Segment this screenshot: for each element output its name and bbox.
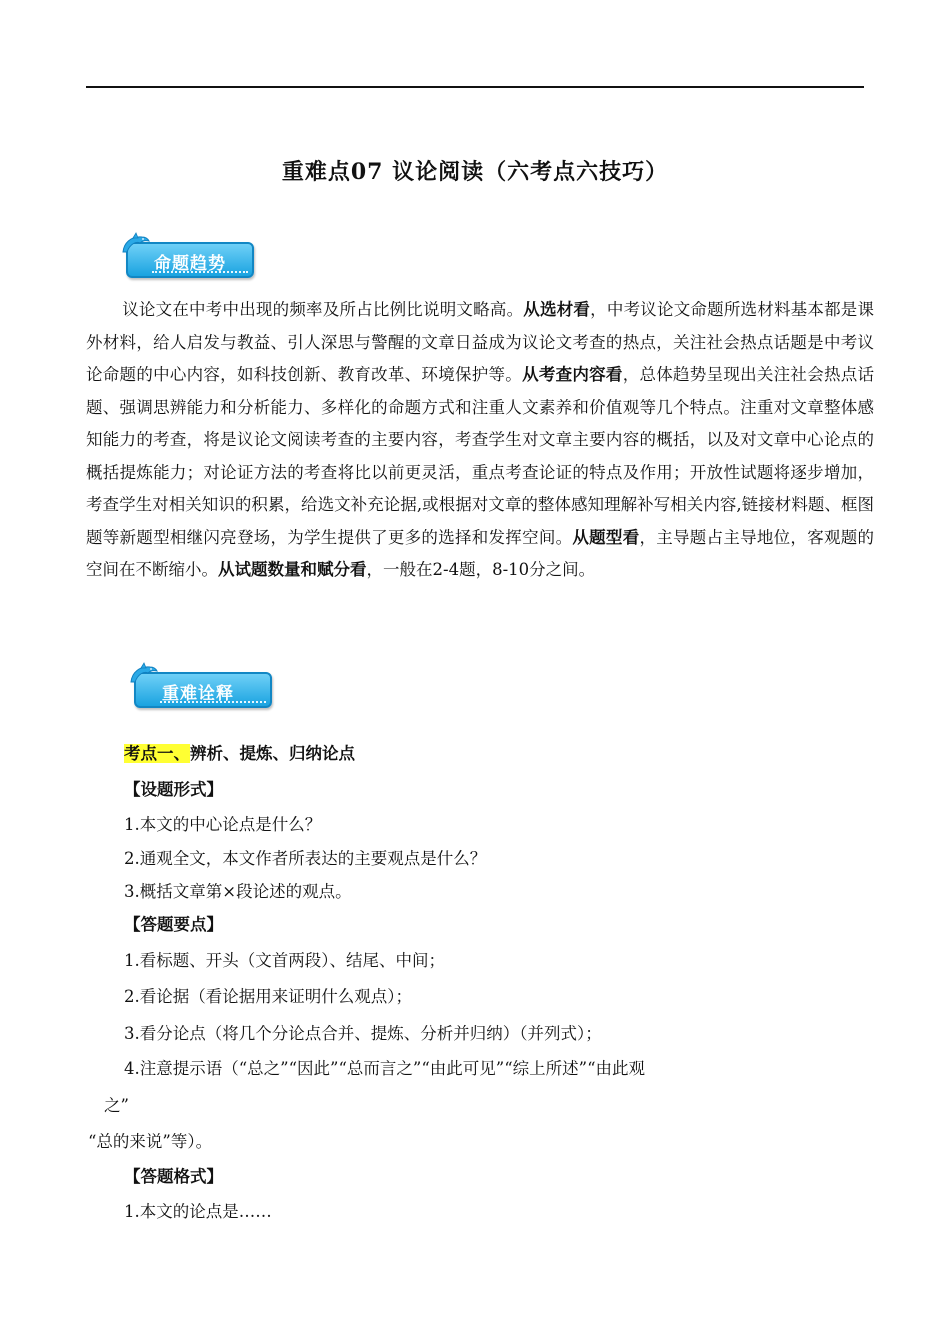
intro-paragraph bbox=[86, 294, 874, 587]
format-title: 【答题格式】 bbox=[124, 1167, 223, 1186]
form-item: 1.本文的中心论点是什么？ bbox=[124, 815, 322, 834]
intro-bold-1: 从选材看 bbox=[523, 300, 591, 319]
section-heading-highlight: 考点一、 bbox=[124, 744, 190, 763]
intro-bold-3: 从题型看 bbox=[572, 527, 640, 547]
banner-explain bbox=[130, 668, 274, 712]
section-heading-text: 辨析、提炼、归纳论点 bbox=[190, 744, 355, 763]
points-item: 2.看论据（看论据用来证明什么观点）； bbox=[124, 987, 412, 1006]
form-item: 3.概括文章第×段论述的观点。 bbox=[124, 882, 352, 901]
form-item: 2.通观全文，本文作者所表达的主要观点是什么？ bbox=[124, 849, 487, 868]
points-item-wrap: 之” bbox=[104, 1096, 129, 1115]
points-item: 3.看分论点（将几个分论点合并、提炼、分析并归纳）（并列式）； bbox=[124, 1024, 602, 1043]
dolphin-icon bbox=[128, 662, 158, 688]
form-title: 【设题形式】 bbox=[124, 780, 223, 799]
banner-trend-label: 命题趋势 bbox=[154, 254, 226, 274]
banner-explain-label: 重难诠释 bbox=[162, 684, 234, 704]
intro-bold-2: 从考查内容看 bbox=[522, 365, 623, 384]
banner-trend bbox=[122, 238, 256, 282]
dolphin-icon bbox=[120, 232, 150, 258]
intro-text-4: ，主导题占主导地位，客观题的空间在不断缩小。 bbox=[86, 527, 875, 579]
intro-bold-4: 从试题数量和赋分看 bbox=[218, 560, 367, 579]
intro-text-5: ，一般在2-4题，8-10分之间。 bbox=[366, 560, 596, 579]
points-title: 【答题要点】 bbox=[124, 915, 223, 934]
points-item: 1.看标题、开头（文首两段）、结尾、中间； bbox=[124, 951, 445, 970]
intro-text-2: ，中考议论文命题所选材料基本都是课外材料，给人启发与教益、引人深思与警醒的文章日益成为议论文考查的热点，关注社会热点话题是中考议论命题的中心内容，如科技创新、教育改革、环境保护等。 bbox=[86, 300, 875, 384]
intro-text-1: 议论文在中考中出现的频率及所占比例比说明文略高。 bbox=[122, 300, 524, 319]
intro-text-3: ，总体趋势呈现出关注社会热点话题、强调思辨能力和分析能力、多样化的命题方式和注重人文素养和价值观等几个特点。注重对文章整体感知能力的考查，将是议论文阅读考查的主要内容，考查学生对文章主要内容的概括，以及对文章中心论点的概括提炼能力；对论证方法的考查将比以前更灵活，重点考查论证的特点及作用；开放性试题将逐步增加，考查学生对相关知识的积累，给选文补充论据,或根据对文章的整体感知理解补写相关内容,链接材料题、框图题等新题型相继闪亮登场，为学生提供了更多的选择和发挥空间。 bbox=[86, 365, 875, 547]
points-item: 4.注意提示语（“总之”“因此”“总而言之”“由此可见”“综上所述”“由此观 bbox=[124, 1059, 646, 1078]
points-item-wrap: “总的来说”等）。 bbox=[88, 1132, 213, 1151]
header-rule bbox=[86, 86, 864, 88]
format-item: 1.本文的论点是…… bbox=[124, 1202, 272, 1221]
section-heading bbox=[124, 740, 355, 764]
page-title: 重难点07 议论阅读（六考点六技巧） bbox=[281, 159, 669, 185]
